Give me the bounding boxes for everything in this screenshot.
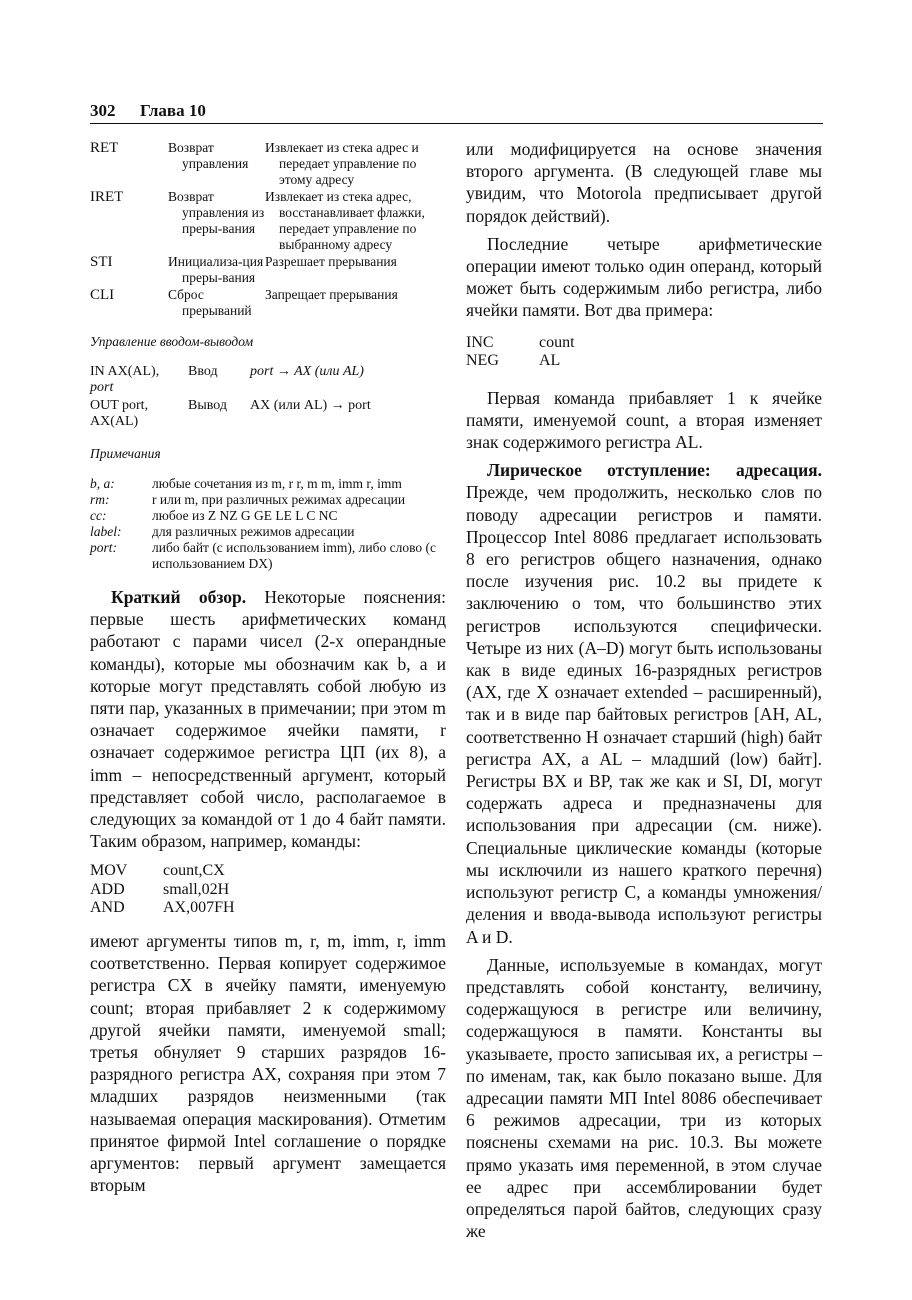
control-commands-table [90, 140, 446, 320]
unary-code-example [466, 334, 822, 371]
notes-heading: Примечания [90, 446, 161, 461]
io-name: Ввод [188, 364, 218, 379]
note-key: label: [90, 524, 122, 539]
io-mnemonic-main: IN AX(AL), [90, 364, 160, 379]
command-description: Извлекает из стека адрес, восстанавливает флажки, передает управление по выбранному адресу [265, 189, 425, 252]
note-text: r или m, при различных режимах адресации [152, 492, 406, 507]
code-op: NEG [466, 352, 499, 370]
io-mnemonic-arg: AX(AL) [90, 414, 139, 429]
command-mnemonic: CLI [90, 287, 115, 303]
code-arg: AL [539, 352, 561, 370]
running-header [90, 101, 823, 123]
command-description: Разрешает прерывания [265, 254, 397, 269]
right-column [466, 140, 822, 1242]
code-op: INC [466, 333, 494, 351]
io-heading: Управление вводом-выводом [90, 334, 254, 349]
code-op: AND [90, 899, 125, 917]
command-name: Инициализа-ция преры-вания [168, 254, 264, 285]
note-key: b, a: [90, 476, 115, 491]
command-name: Возврат управления [168, 140, 249, 171]
note-key: rm: [90, 492, 110, 507]
io-description: AX (или AL) → port [250, 398, 371, 413]
note-text: любое из Z NZ G GE LE L C NC [152, 508, 338, 523]
unary-explanation-paragraph: Первая команда прибавляет 1 к ячейке памяти, именуемой count, а вторая изменяет знак содержимого регистра AL. [466, 387, 822, 453]
code-arg: AX,007FH [163, 899, 235, 917]
unary-ops-paragraph: Последние четыре арифметические операции имеют только один операнд, который может быть содержимым либо регистра, либо ячейки памяти. Вот два примера: [466, 233, 822, 321]
code-example [90, 862, 446, 918]
io-name: Вывод [188, 398, 227, 413]
overview-text: Некоторые пояснения: первые шесть арифметических команд работают с парами чисел (2-х операндные команды), которые мы обозначим как b, a и которые могут представлять собой любую из пяти пар, указанных в примечании; при этом m означает содержимое ячейки памяти, r означает содержимое регистра ЦП (их 8), а imm – непосредственный аргумент, который представляет собой число, располагаемое в следующих за командой от 1 до 4 байт памяти. Таким образом, например, команды: [90, 587, 447, 852]
after-code-paragraph: имеют аргументы типов m, r, m, imm, r, imm соответственно. Первая копирует содержимое регистра CX в ячейку памяти, именуемую count; вторая прибавляет 2 к содержимому другой ячейки памяти, именуемой small; третья обнуляет 9 старших разрядов 16-разрядного регистра AX, сохраняя при этом 7 младших разрядов неизменными (так называемая операция маскирования). Отметим принятое фирмой Intel соглашение о порядке аргументов: первый аргумент замещается вторым [90, 930, 446, 1196]
command-mnemonic: STI [90, 254, 113, 270]
notes-list [90, 476, 446, 572]
io-mnemonic [90, 398, 188, 430]
addressing-title: Лирическое отступление: адресация. [487, 460, 822, 481]
code-op: MOV [90, 862, 128, 880]
command-mnemonic: RET [90, 140, 119, 156]
command-mnemonic: IRET [90, 189, 124, 205]
data-operands-paragraph: Данные, используемые в командах, могут представлять собой константу, величину, содержащуюся в регистре или величину, содержащуюся в памяти. Константы вы указываете, просто записывая их, а регистры – по именам, так, как было показано выше. Для адресации памяти МП Intel 8086 обеспечивает 6 режимов адресации, три из которых пояснены схемами на рис. 10.3. Вы можете прямо указать имя переменной, в этом случае ее адрес при ассемблировании будет определяться парой байтов, следующих сразу же [466, 954, 822, 1242]
page-number: 302 [90, 101, 116, 120]
command-name: Сброс прерываний [168, 287, 252, 318]
command-name: Возврат управления из преры-вания [168, 189, 265, 236]
addressing-paragraph [466, 459, 822, 947]
continued-paragraph: или модифицируется на основе значения второго аргумента. (В следующей главе мы увидим, что Motorola предписывает другой порядок действий). [466, 139, 822, 226]
note-text: либо байт (с использованием imm), либо слово (с использованием DX) [152, 540, 436, 571]
chapter-title: Глава 10 [140, 101, 206, 120]
io-mnemonic [90, 364, 188, 396]
code-arg: count,CX [163, 862, 225, 880]
command-description: Извлекает из стека адрес и передает управление по этому адресу [265, 140, 419, 187]
io-commands-table [90, 364, 446, 432]
io-mnemonic-main: OUT port, [90, 398, 149, 413]
note-key: cc: [90, 508, 107, 523]
note-text: для различных режимов адресации [152, 524, 355, 539]
code-op: ADD [90, 880, 125, 898]
code-arg: count [539, 333, 575, 351]
overview-title: Краткий обзор. [111, 587, 247, 607]
note-key: port: [90, 540, 117, 555]
overview-paragraph [90, 586, 446, 852]
header-rule [90, 123, 823, 124]
io-mnemonic-arg: port [90, 380, 114, 395]
code-arg: small,02H [163, 880, 230, 898]
left-column [90, 140, 446, 1196]
note-text: любые сочетания из m, r r, m m, imm r, imm [152, 476, 402, 491]
command-description: Запрещает прерывания [265, 287, 398, 302]
io-description: port → AX (или AL) [250, 364, 364, 379]
addressing-text: Прежде, чем продолжить, несколько слов по поводу адресации регистров и памяти. Процессор Intel 8086 предлагает использовать 8 его регистров общего назначения, однако после изучения рис. 10.2 вы придете к заключению о том, что большинство этих регистров используются специфически. Четыре из них (A–D) могут быть использованы как в виде единых 16-разрядных регистров (AX, где X означает extended – расширенный), так и в виде пар байтовых регистров [AH, AL, соответственно H означает старший (high) байт регистра AX, а AL – младший (low) байт]. Регистры BX и BP, так же как и SI, DI, могут содержать адреса и предназначены для использования при адресации (см. ниже). Специальные циклические команды (которые мы исключили из нашего краткого перечня) используют регистр C, а команды умножения/деления и ввода-вывода используют регистры A и D. [466, 482, 822, 947]
